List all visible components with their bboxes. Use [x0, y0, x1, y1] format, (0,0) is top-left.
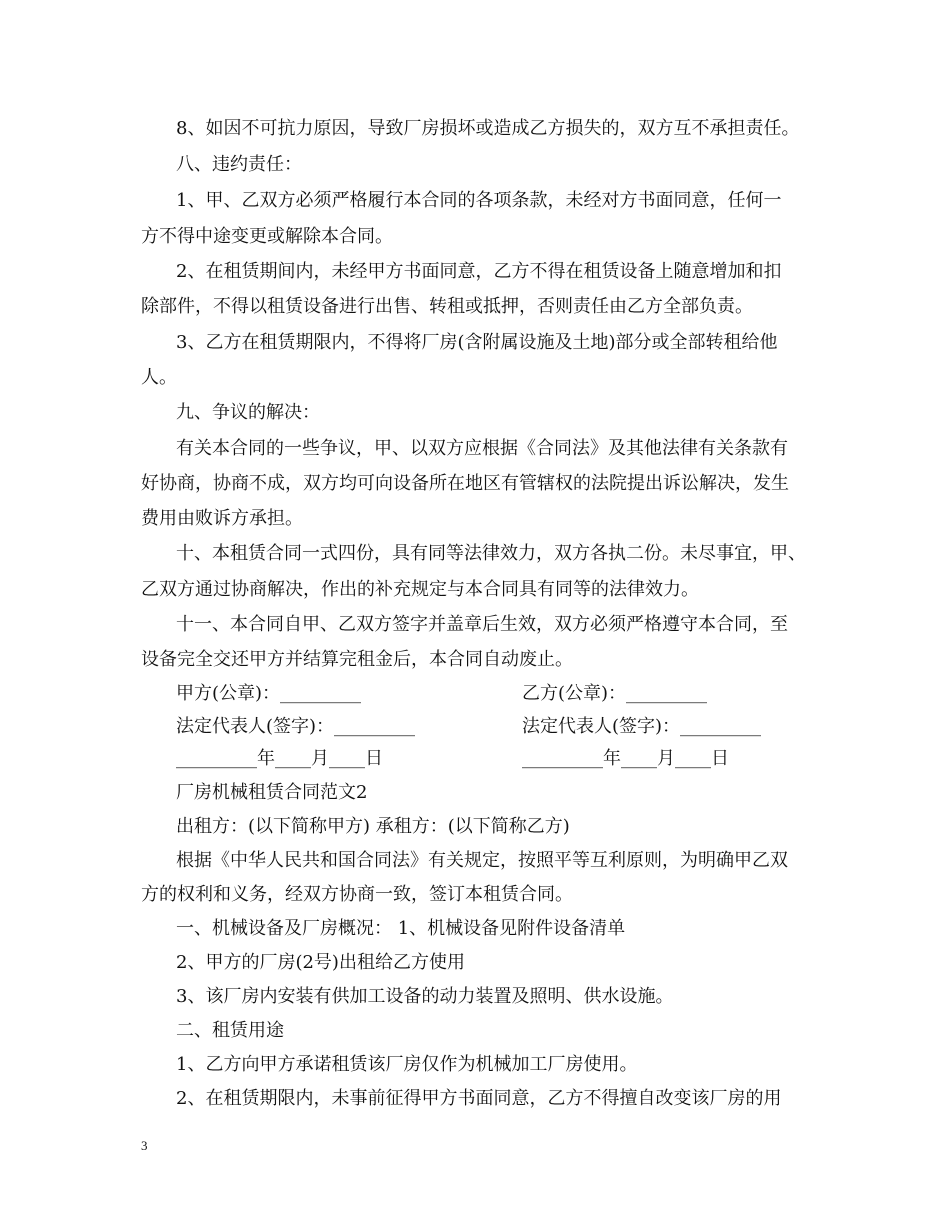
second-intro-line-2: 方的权利和义务，经双方协商一致，签订本租赁合同。 [141, 884, 573, 905]
second-contract-parties: 出租方：(以下简称甲方) 承租方：(以下简称乙方) [176, 816, 570, 837]
party-a-date: _________年____月____日 [176, 748, 383, 769]
clause-11-line-2: 设备完全交还甲方并结算完租金后，本合同自动废止。 [141, 649, 573, 670]
clause-11-line-1: 十一、本合同自甲、乙双方签字并盖章后生效，双方必须严格遵守本合同，至 [176, 614, 788, 635]
dispute-line-2: 好协商，协商不成，双方均可向设备所在地区有管辖权的法院提出诉讼解决，发生 [141, 473, 789, 494]
page-number: 3 [141, 1138, 148, 1153]
dispute-line-1: 有关本合同的一些争议，甲、以双方应根据《合同法》及其他法律有关条款有 [176, 438, 788, 459]
second-section-1: 一、机械设备及厂房概况： 1、机械设备见附件设备清单 [176, 918, 626, 939]
second-section-1-item-3: 3、该厂房内安装有供加工设备的动力装置及照明、供水设施。 [176, 986, 674, 1007]
breach-clause-2-line-1: 2、在租赁期间内，未经甲方书面同意，乙方不得在租赁设备上随意增加和扣 [176, 261, 782, 282]
section-heading-8: 八、违约责任： [176, 154, 302, 175]
second-section-2-item-1: 1、乙方向甲方承诺租赁该厂房仅作为机械加工厂房使用。 [176, 1054, 638, 1075]
breach-clause-1-line-2: 方不得中途变更或解除本合同。 [141, 226, 393, 247]
party-a-representative: 法定代表人(签字)：_________ [176, 716, 416, 737]
breach-clause-3-line-2: 人。 [141, 367, 177, 388]
party-a-seal: 甲方(公章)：_________ [176, 683, 362, 704]
dispute-line-3: 费用由败诉方承担。 [141, 508, 303, 529]
party-b-seal: 乙方(公章)：_________ [522, 683, 708, 704]
breach-clause-3-line-1: 3、乙方在租赁期限内，不得将厂房(含附属设施及土地)部分或全部转租给他 [176, 332, 778, 353]
second-section-1-item-2: 2、甲方的厂房(2号)出租给乙方使用 [176, 952, 465, 973]
second-section-2: 二、租赁用途 [176, 1020, 284, 1041]
second-section-2-item-2: 2、在租赁期限内，未事前征得甲方书面同意，乙方不得擅自改变该厂房的用 [176, 1088, 782, 1109]
breach-clause-2-line-2: 除部件，不得以租赁设备进行出售、转租或抵押，否则责任由乙方全部负责。 [141, 296, 753, 317]
second-intro-line-1: 根据《中华人民共和国合同法》有关规定，按照平等互利原则，为明确甲乙双 [176, 850, 788, 871]
clause-8: 8、如因不可抗力原因，导致厂房损坏或造成乙方损失的，双方互不承担责任。 [176, 118, 800, 139]
party-b-representative: 法定代表人(签字)：_________ [522, 716, 762, 737]
section-heading-9: 九、争议的解决： [176, 402, 320, 423]
clause-10-line-2: 乙双方通过协商解决，作出的补充规定与本合同具有同等的法律效力。 [141, 579, 699, 600]
party-b-date: _________年____月____日 [522, 748, 729, 769]
clause-10-line-1: 十、本租赁合同一式四份，具有同等法律效力，双方各执二份。未尽事宜，甲、 [176, 543, 806, 564]
second-contract-title: 厂房机械租赁合同范文2 [176, 782, 368, 803]
breach-clause-1-line-1: 1、甲、乙双方必须严格履行本合同的各项条款，未经对方书面同意，任何一 [176, 190, 782, 211]
